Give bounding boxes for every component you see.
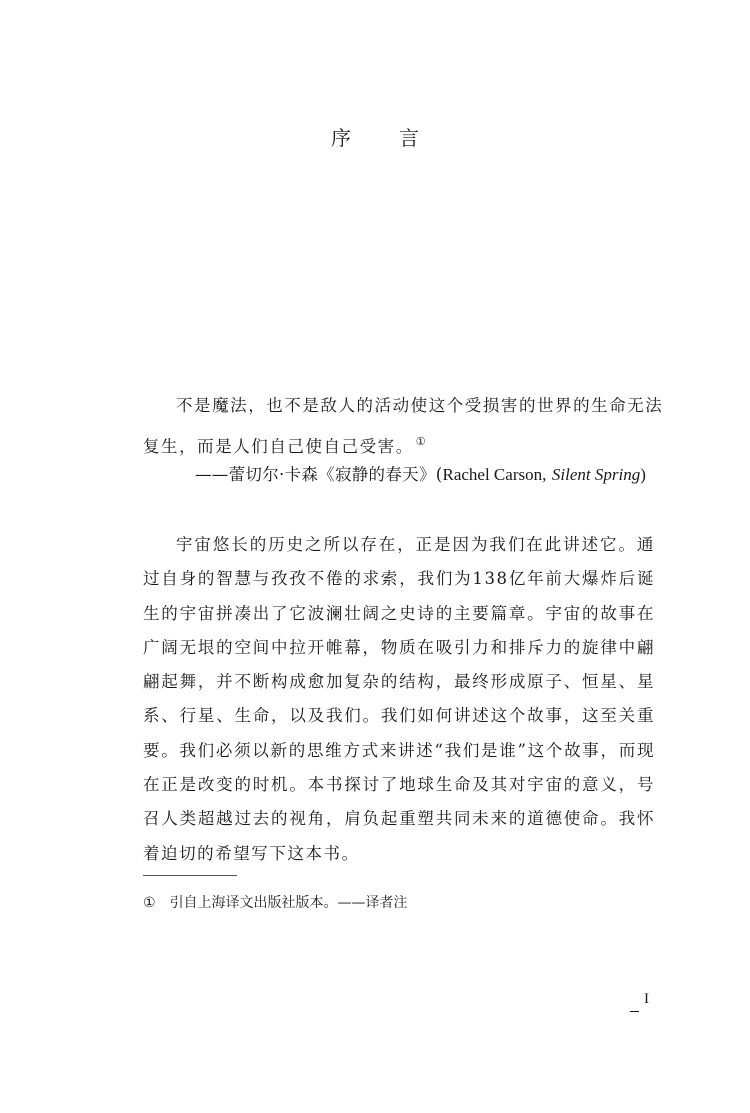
attribution-book-title: Silent Spring	[551, 465, 641, 484]
attribution-chinese: ——蕾切尔·卡森《寂静的春天》(	[195, 465, 443, 484]
epigraph-line-1: 不是魔法，也不是敌人的活动使这个受损害的世界的生命无法	[176, 396, 664, 415]
attribution-close: )	[640, 465, 646, 484]
page-title	[0, 122, 750, 151]
footnote-mark: ①	[143, 895, 156, 911]
attribution-author: Rachel Carson,	[442, 465, 547, 484]
title-char-2: 言	[399, 126, 419, 150]
body-text	[143, 528, 655, 871]
footnote	[143, 892, 408, 912]
footnote-divider	[143, 875, 237, 876]
footnote-text: 引自上海译文出版社版本。——译者注	[169, 895, 408, 911]
body-paragraph: 宇宙悠长的历史之所以存在，正是因为我们在此讲述它。通过自身的智慧与孜孜不倦的求索，我们为138亿年前大爆炸后诞生的宇宙拼凑出了它波澜壮阔之史诗的主要篇章。宇宙的故事在广阔无垠的空间中拉开帷幕，物质在吸引力和排斥力的旋律中翩翩起舞，并不断构成愈加复杂的结构，最终形成原子、恒星、星系、行星、生命，以及我们。我们如何讲述这个故事，这至关重要。我们必须以新的思维方式来讲述“我们是谁”这个故事，而现在正是改变的时机。本书探讨了地球生命及其对宇宙的意义，号召人类超越过去的视角，肩负起重塑共同未来的道德使命。我怀着迫切的希望写下这本书。	[143, 535, 655, 863]
epigraph-line-2-text: 复生，而是人们自己使自己受害。	[143, 437, 414, 456]
epigraph-line-2	[143, 424, 653, 465]
epigraph-attribution	[195, 461, 646, 485]
epigraph	[143, 388, 664, 465]
title-char-1: 序	[331, 126, 351, 150]
page-number-value: I	[644, 991, 649, 1007]
page-number-dash	[630, 1011, 639, 1012]
page-number	[630, 991, 649, 1012]
footnote-reference[interactable]: ①	[415, 435, 426, 448]
